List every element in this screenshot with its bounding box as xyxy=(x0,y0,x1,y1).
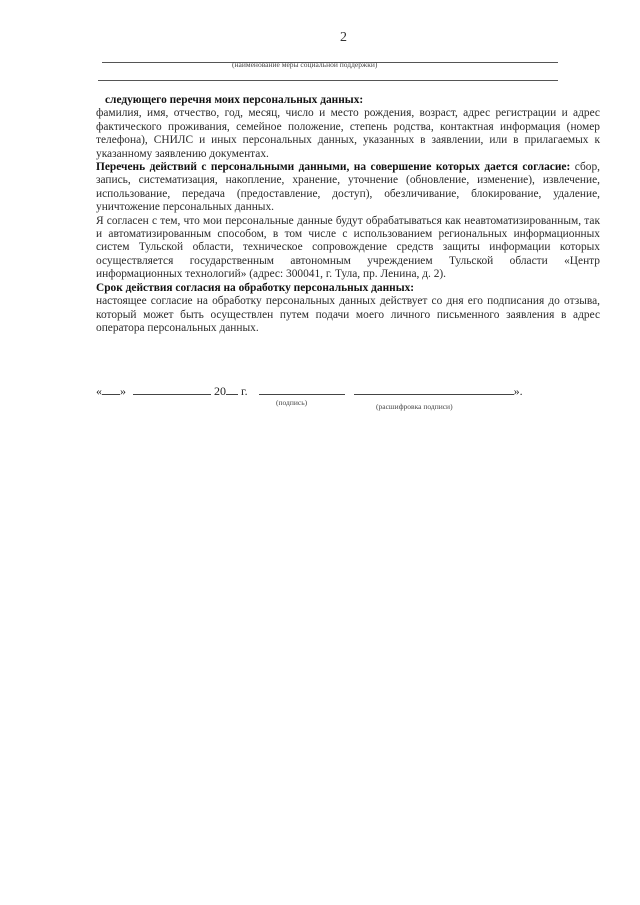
date-open-quote: « xyxy=(96,384,102,398)
data-list-heading: следующего перечня моих персональных данных: xyxy=(105,94,364,106)
processing-text: Я согласен с тем, что мои персональные данные будут обрабатываться как неавтоматизированным, так и автоматизированным способом, в том числе с использованием региональных информационных систем Тульской области, техническое сопровождение средств защиты информации которых осуществляется государственным автономным учреждением Тульской области «Центр информационных технологий» (адрес: 300041, г. Тула, пр. Ленина, д. 2). xyxy=(96,214,600,281)
term-heading: Срок действия согласия на обработку персональных данных: xyxy=(96,281,415,294)
support-measure-caption: (наименование меры социальной поддержки) xyxy=(232,60,378,69)
month-blank xyxy=(133,384,211,395)
signature-caption: (подпись) xyxy=(276,398,308,407)
signature-blank xyxy=(259,384,345,395)
date-close-quote: » xyxy=(120,384,126,398)
page-number: 2 xyxy=(340,30,347,45)
year-blank xyxy=(226,384,238,395)
signature-decoding-blank xyxy=(354,384,514,395)
term-text: настоящее согласие на обработку персональных данных действует со дня его подписания до отзыва, который может быть осуществлен путем подачи моего личного письменного заявления в адрес оператора персональных данных. xyxy=(96,295,600,334)
day-blank xyxy=(102,384,120,395)
actions-text: сбор, запись, систематизация, накопление, хранение, уточнение (обновление, изменение), извлечение, использование, передача (предоставление, доступ), обезличивание, блокирование, удаление, уничтожение персональных данных. xyxy=(96,161,600,214)
data-list-text: фамилия, имя, отчество, год, месяц, число и место рождения, возраст, адрес регистрации и адрес фактического проживания, семейное положение, степень родства, контактная информация (номер телефона), СНИЛС и иных персональных данных, указанных в заявлении, или в прилагаемых к указанному заявлению документах. xyxy=(96,107,600,160)
consent-body xyxy=(96,94,600,335)
signature-row xyxy=(96,384,523,399)
second-header-line xyxy=(98,80,558,81)
actions-heading: Перечень действий с персональными данными, на совершение которых дается согласие: xyxy=(96,161,571,174)
decoding-caption: (расшифровка подписи) xyxy=(376,402,453,411)
end-mark: ». xyxy=(513,384,523,398)
year-suffix: г. xyxy=(241,384,248,398)
year-prefix: 20 xyxy=(214,384,226,398)
